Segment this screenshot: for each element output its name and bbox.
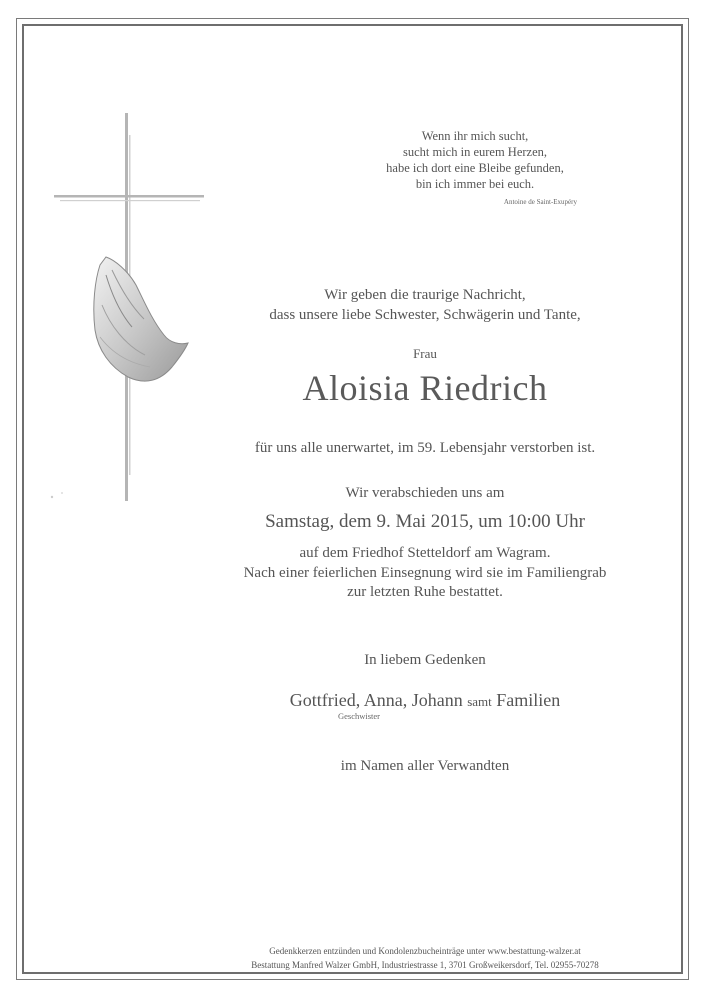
mourners-relation: Geschwister — [338, 711, 381, 721]
quote-line-2: sucht mich in eurem Herzen, — [402, 145, 548, 159]
quote-line-4: bin ich immer bei euch. — [415, 177, 535, 191]
funeral-details-1: Nach einer feierlichen Einsegnung wird sie im Familiengrab — [243, 565, 607, 581]
announcement-line-1: Wir geben die traurige Nachricht, — [324, 287, 526, 303]
mourners-closing: im Namen aller Verwandten — [340, 758, 510, 774]
footer-line-1: Gedenkkerzen entzünden und Kondolenzbucheinträge unter www.bestattung-walzer.at — [269, 946, 581, 956]
mourners-names — [185, 690, 665, 711]
quote-author: Antoine de Saint-Exupéry — [503, 198, 577, 206]
announcement-line-2: dass unsere liebe Schwester, Schwägerin und Tante, — [269, 307, 581, 323]
quote-line-3: habe ich dort eine Bleibe gefunden, — [386, 161, 564, 175]
mourners-names-part2: Familien — [496, 690, 561, 710]
funeral-date: Samstag, dem 9. Mai 2015, um 10:00 Uhr — [265, 511, 585, 532]
salutation: Frau — [413, 346, 437, 361]
mourners-names-samt: samt — [467, 694, 492, 709]
quote-line-1: Wenn ihr mich sucht, — [421, 129, 529, 143]
death-line: für uns alle unerwartet, im 59. Lebensjahr verstorben ist. — [254, 440, 596, 456]
deceased-name: Aloisia Riedrich — [302, 368, 548, 408]
funeral-intro: Wir verabschieden uns am — [345, 485, 505, 501]
funeral-place: auf dem Friedhof Stetteldorf am Wagram. — [299, 545, 551, 561]
funeral-details-2: zur letzten Ruhe bestattet. — [347, 584, 503, 600]
mourners-intro: In liebem Gedenken — [364, 652, 486, 668]
mourners-names-part1: Gottfried, Anna, Johann — [289, 690, 463, 710]
footer-line-2: Bestattung Manfred Walzer GmbH, Industriestrasse 1, 3701 Großweikersdorf, Tel. 02955-70278 — [251, 960, 599, 970]
